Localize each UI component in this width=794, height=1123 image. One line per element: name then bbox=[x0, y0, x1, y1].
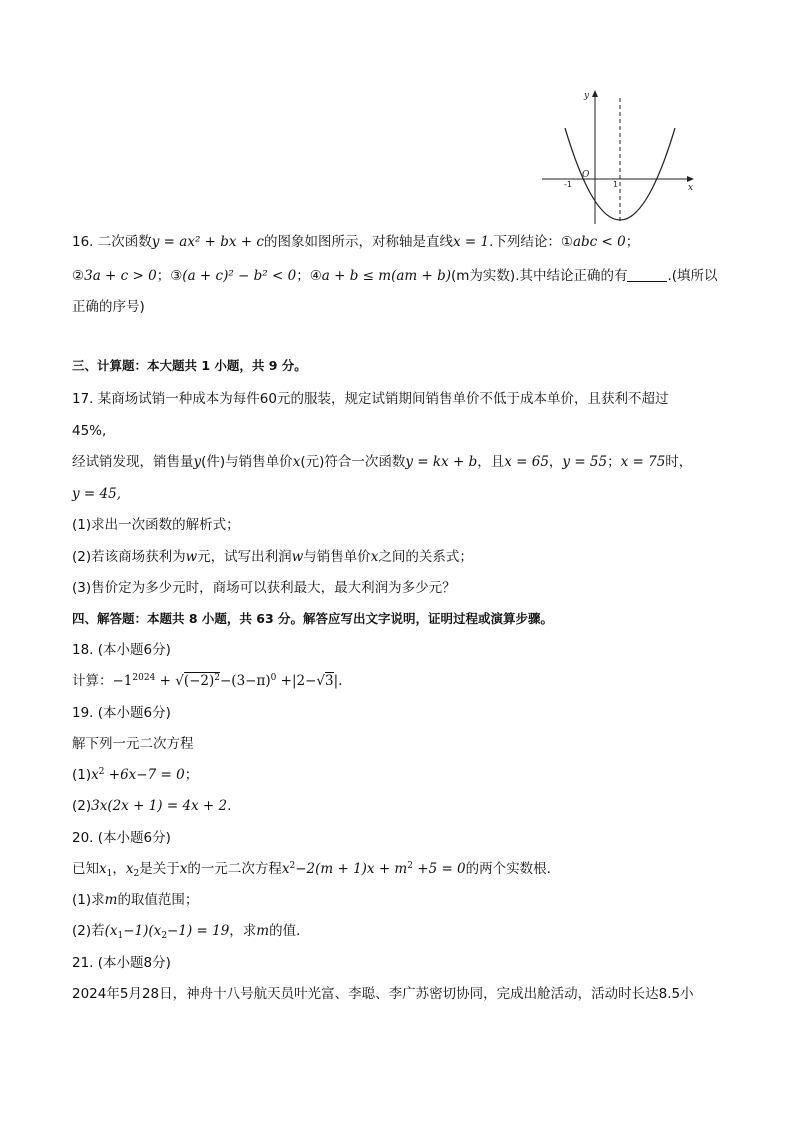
choice-4-expr: a + b ≤ m(am + b) bbox=[321, 268, 451, 284]
q17-line2: 45%, bbox=[72, 423, 107, 439]
q19-lead: 解下列一元二次方程 bbox=[72, 736, 194, 752]
q17-cond: x = 75 bbox=[620, 454, 666, 470]
q20-term: −1) = 19 bbox=[167, 923, 230, 939]
q20-sub1 bbox=[72, 890, 198, 910]
q19-term: +6x−7 = 0 bbox=[104, 767, 185, 783]
q17-var: x bbox=[292, 454, 301, 470]
q20-text: 的一元二次方程 bbox=[187, 861, 282, 877]
q17-text: (2)若该商场获利为 bbox=[72, 549, 186, 565]
q20-term: x bbox=[281, 861, 290, 877]
q16-line2 bbox=[72, 266, 718, 286]
q17-text: 经试销发现，销售量 bbox=[72, 454, 194, 470]
q20-text: ， bbox=[112, 861, 126, 877]
choice-1-expr: abc < 0 bbox=[572, 234, 626, 250]
sqrt-symbol: √ bbox=[175, 673, 184, 689]
q20-subscript: 1 bbox=[117, 931, 124, 941]
q17-text: ； bbox=[607, 454, 621, 470]
q18-expression bbox=[72, 671, 342, 691]
q20-subscript: 2 bbox=[133, 869, 140, 879]
q17-text: ， bbox=[548, 454, 563, 470]
q20-term: +5 = 0 bbox=[412, 861, 466, 877]
q19-exponent: 2 bbox=[98, 767, 105, 777]
q16-text: 的图象如图所示，对称轴是直线 bbox=[263, 234, 453, 250]
q18-term: (−2) bbox=[183, 673, 215, 689]
q18-term: −1 bbox=[112, 673, 133, 689]
q16-equation: y = ax² + bx + c bbox=[151, 234, 264, 250]
q17-text: (元)符合一次函数 bbox=[300, 454, 406, 470]
choice-1-marker: ① bbox=[560, 234, 573, 250]
sqrt-content: 3 bbox=[325, 673, 334, 689]
tick-1-label: 1 bbox=[613, 180, 619, 189]
q17-text: 之间的关系式； bbox=[378, 549, 473, 565]
q16-text: ； bbox=[625, 234, 640, 250]
q19-text: . bbox=[227, 798, 232, 814]
q17-cond: x = 65 bbox=[504, 454, 549, 470]
q19-title: 19. (本小题6分) bbox=[72, 705, 171, 721]
q17-line4: y = 45, bbox=[72, 486, 121, 502]
q19-term: 3x(2x + 1) = 4x + 2 bbox=[91, 798, 228, 814]
q17-text: ，且 bbox=[477, 454, 505, 470]
q18-exponent: 2 bbox=[214, 673, 220, 683]
q20-var: x bbox=[125, 861, 134, 877]
q21-title: 21. (本小题8分) bbox=[72, 955, 171, 971]
q20-term: −1)(x bbox=[123, 923, 162, 939]
q20-var: x bbox=[179, 861, 188, 877]
q18-exponent: 2024 bbox=[132, 673, 156, 683]
q20-subscript: 2 bbox=[161, 931, 168, 941]
parabola-graph bbox=[538, 88, 698, 228]
q16-text: ； bbox=[156, 268, 171, 284]
q20-term: (x bbox=[104, 923, 118, 939]
section4-heading: 四、解答题：本题共 8 小题，共 63 分。解答应写出文字说明，证明过程或演算步骤。 bbox=[72, 611, 554, 626]
q16-line1 bbox=[72, 232, 639, 252]
choice-2-expr: 3a + c > 0 bbox=[84, 268, 157, 284]
choice-4-marker: ④ bbox=[309, 268, 322, 284]
q20-text: ，求 bbox=[229, 923, 257, 939]
q17-var: w bbox=[185, 549, 198, 565]
q17-text: 时， bbox=[665, 454, 693, 470]
q20-text: 是关于 bbox=[139, 861, 180, 877]
q16-text: 16. 二次函数 bbox=[72, 234, 152, 250]
q20-text: 的两个实数根． bbox=[465, 861, 561, 877]
q20-text: (1)求 bbox=[72, 892, 105, 908]
q20-text: (2)若 bbox=[72, 923, 105, 939]
q17-sub3: (3)售价定为多少元时，商场可以获利最大，最大利润为多少元？ bbox=[72, 580, 456, 596]
q20-lead bbox=[72, 859, 560, 879]
q18-term: −(3−π) bbox=[220, 673, 271, 689]
q16-text: .(填所以 bbox=[667, 268, 718, 284]
x-axis-label: x bbox=[688, 183, 694, 193]
q16-line3: 正确的序号) bbox=[72, 299, 145, 315]
q18-title: 18. (本小题6分) bbox=[72, 642, 171, 658]
q20-text: 的值． bbox=[269, 923, 310, 939]
q17-line3 bbox=[72, 452, 692, 472]
origin-label: O bbox=[582, 170, 590, 180]
sqrt-symbol: √ bbox=[316, 673, 326, 689]
q18-term: + bbox=[155, 673, 176, 689]
q20-sub2 bbox=[72, 921, 310, 941]
y-axis-label: y bbox=[584, 91, 590, 101]
answer-blank[interactable] bbox=[627, 267, 667, 282]
q19-text: (2) bbox=[72, 798, 92, 814]
q20-var: m bbox=[104, 892, 118, 908]
q20-subscript: 1 bbox=[106, 869, 113, 879]
choice-3-expr: (a + c)² − b² < 0 bbox=[182, 268, 297, 284]
q20-term: −2(m + 1)x + m bbox=[295, 861, 408, 877]
q20-title: 20. (本小题6分) bbox=[72, 830, 171, 846]
q19-eq2 bbox=[72, 796, 231, 816]
tick-neg1-label: -1 bbox=[564, 180, 572, 189]
q17-var: x bbox=[370, 549, 379, 565]
q17-sub2 bbox=[72, 547, 473, 567]
section3-heading: 三、计算题：本大题共 1 小题，共 9 分。 bbox=[72, 358, 307, 373]
q18-text: 计算： bbox=[72, 673, 113, 689]
q19-text: ； bbox=[184, 767, 199, 783]
sqrt-content bbox=[184, 672, 220, 689]
q18-term: +|2− bbox=[276, 673, 317, 689]
x-axis-arrow bbox=[687, 176, 694, 182]
q20-exponent: 2 bbox=[289, 861, 296, 871]
q20-exponent: 2 bbox=[407, 861, 413, 871]
q17-var: w bbox=[291, 549, 304, 565]
q16-text: (m为实数) bbox=[451, 268, 516, 284]
q17-text: 元，试写出利润 bbox=[197, 549, 292, 565]
choice-2-marker: ② bbox=[72, 268, 85, 284]
q17-sub1: (1)求出一次函数的解析式； bbox=[72, 517, 240, 533]
q17-function: y = kx + b bbox=[405, 454, 478, 470]
q18-term: |. bbox=[333, 673, 343, 689]
q19-eq1 bbox=[72, 765, 198, 785]
choice-3-marker: ③ bbox=[170, 268, 183, 284]
q16-text: ； bbox=[296, 268, 310, 284]
q17-var: y bbox=[193, 454, 202, 470]
y-axis-arrow bbox=[592, 90, 598, 97]
q18-exponent: 0 bbox=[270, 673, 277, 683]
q21-line1: 2024年5月28日，神舟十八号航天员叶光富、李聪、李广苏密切协同，完成出舱活动，活动时长达8.5小 bbox=[72, 986, 694, 1002]
q20-var: m bbox=[256, 923, 270, 939]
q17-text: 与销售单价 bbox=[303, 549, 371, 565]
q16-text: .其中结论正确的有 bbox=[515, 268, 628, 284]
q19-text: (1) bbox=[72, 767, 92, 783]
q17-line1: 17. 某商场试销一种成本为每件60元的服装，规定试销期间销售单价不低于成本单价，且获利不超过 bbox=[72, 391, 669, 407]
q16-axis: x = 1 bbox=[452, 234, 490, 250]
q17-text: (件)与销售单价 bbox=[201, 454, 293, 470]
q19-term: x bbox=[91, 767, 99, 783]
q20-var: x bbox=[99, 861, 107, 877]
q20-text: 已知 bbox=[72, 861, 99, 877]
q17-cond: y = 55 bbox=[562, 454, 608, 470]
q16-text: .下列结论： bbox=[489, 234, 561, 250]
q20-text: 的取值范围； bbox=[117, 892, 199, 908]
